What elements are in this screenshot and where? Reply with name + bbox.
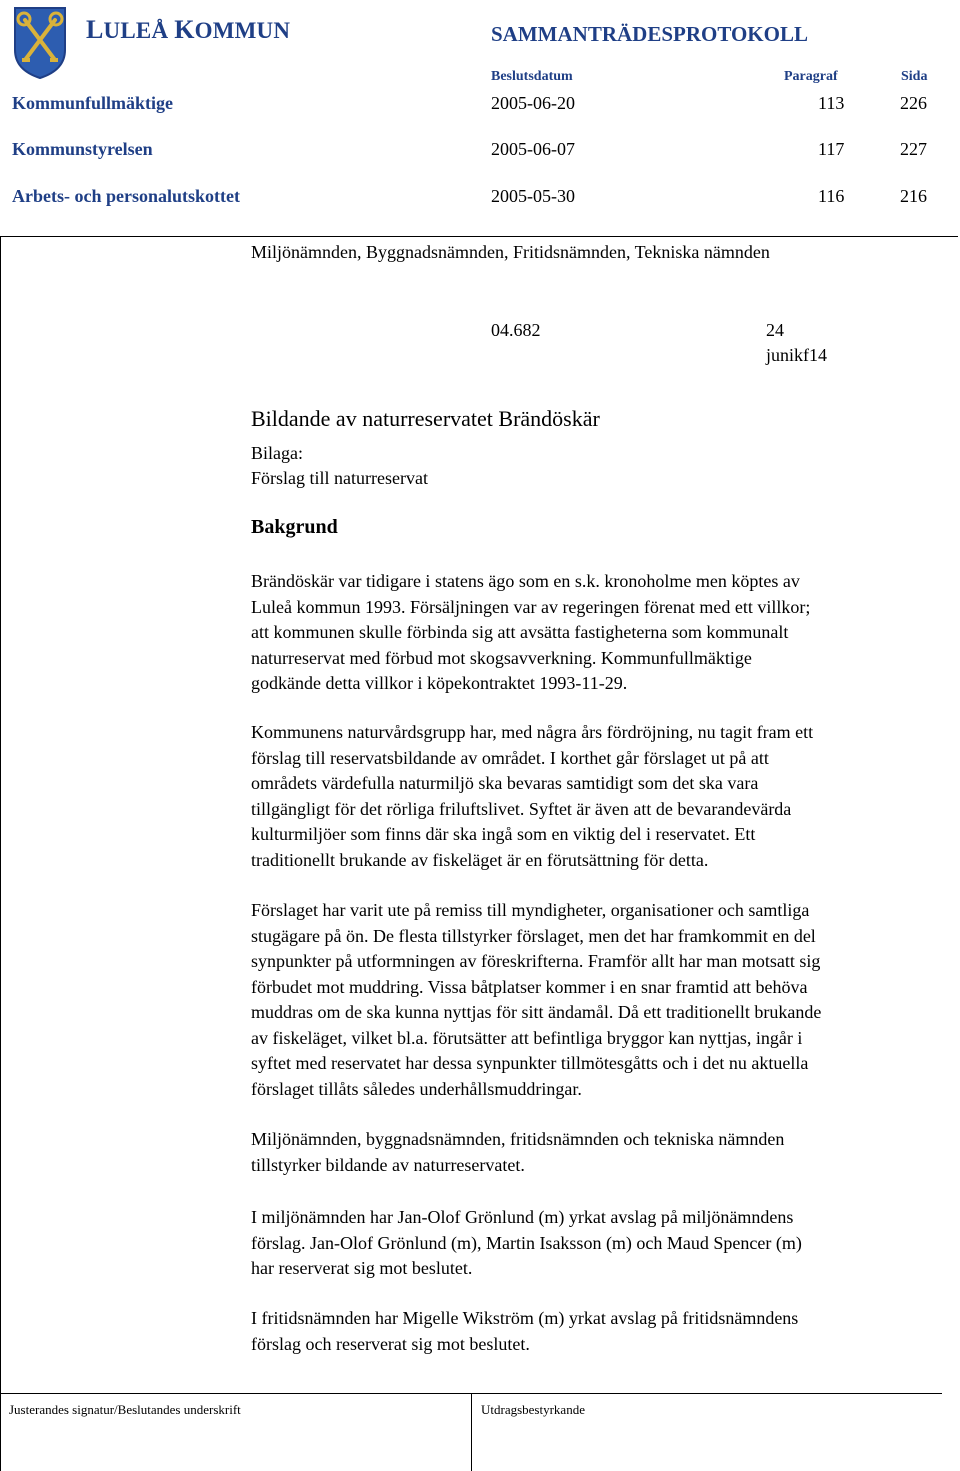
paragraph-line: Miljönämnden, byggnadsnämnden, fritidsnämnden och tekniska nämnden: [251, 1129, 785, 1149]
organization-name: LULEÅ KOMMUN: [86, 15, 291, 44]
reference-code: junikf14: [766, 345, 827, 365]
attachment-name: Förslag till naturreservat: [251, 468, 428, 488]
paragraph-line: förslag. Jan-Olof Grönlund (m), Martin Isaksson (m) och Maud Spencer (m): [251, 1232, 802, 1253]
row-page: 226: [900, 93, 927, 113]
row-date: 2005-06-20: [491, 93, 575, 113]
paragraph-endorsement: [251, 1127, 951, 1178]
paragraph-line: förslaget tillåts således underhållsmuddringar.: [251, 1078, 582, 1099]
document-type: SAMMANTRÄDESPROTOKOLL: [491, 22, 808, 46]
recipients: Miljönämnden, Byggnadsnämnden, Fritidsnämnden, Tekniska nämnden: [251, 242, 770, 262]
paragraph-line: av fiskeläget, vilket bl.a. förutsätter att befintliga bryggor kan nyttjas, ingår i: [251, 1027, 803, 1048]
row-body-name: Arbets- och personalutskottet: [12, 186, 240, 206]
paragraph-environment-reservation: [251, 1205, 951, 1282]
paragraph-line: muddras om de ska kunna nyttjas för sitt ändamål. Då ett traditionellt brukande: [251, 1002, 822, 1022]
row-page: 227: [900, 139, 927, 159]
column-header-paragraph: Paragraf: [784, 69, 838, 84]
paragraph-line: förslag till reservatsbildande av området. I korthet går förslaget ut på att: [251, 747, 769, 768]
footer-column-divider: [471, 1393, 472, 1471]
page-title: Bildande av naturreservatet Brändöskär: [251, 406, 600, 431]
coat-of-arms-logo: [12, 6, 68, 80]
left-border: [0, 236, 1, 1471]
paragraph-line: tillgängligt för det rörliga friluftslivet. Syftet är även att de bevarandevärda: [251, 798, 792, 819]
column-header-date: Beslutsdatum: [491, 69, 573, 84]
signature-label: Justerandes signatur/Beslutandes underskrift: [9, 1402, 241, 1417]
paragraph-line: naturreservat med förbud mot skogsavverkning. Kommunfullmäktige: [251, 647, 752, 668]
certification-label: Utdragsbestyrkande: [481, 1402, 585, 1417]
attachment-label: Bilaga:: [251, 443, 303, 463]
reference-number: 24: [766, 320, 784, 340]
column-header-page: Sida: [901, 69, 928, 84]
paragraph-line: Förslaget har varit ute på remiss till myndigheter, organisationer och samtliga: [251, 900, 810, 920]
row-paragraph: 113: [818, 93, 845, 113]
paragraph-background: [251, 569, 951, 697]
row-body-name: Kommunstyrelsen: [12, 139, 153, 159]
paragraph-consultation: [251, 898, 951, 1102]
paragraph-line: stugägare på ön. De flesta tillstyrker förslaget, men det har framkommit en del: [251, 925, 816, 946]
paragraph-line: traditionellt brukande av fiskeläget är en förutsättning för detta.: [251, 849, 709, 870]
row-page: 216: [900, 186, 927, 206]
paragraph-line: I fritidsnämnden har Migelle Wikström (m) yrkat avslag på fritidsnämndens: [251, 1308, 799, 1328]
paragraph-line: förslag och reserverat sig mot beslutet.: [251, 1333, 530, 1354]
paragraph-line: syftet med reservatet har dessa synpunkter tillmötesgåtts och i det nu aktuella: [251, 1053, 809, 1073]
paragraph-line: Brändöskär var tidigare i statens ägo som en s.k. kronoholme men köptes av: [251, 571, 800, 591]
top-divider: [0, 236, 958, 237]
row-paragraph: 117: [818, 139, 845, 159]
paragraph-line: har reserverat sig mot beslutet.: [251, 1258, 473, 1278]
row-date: 2005-06-07: [491, 139, 575, 159]
paragraph-line: att kommunen skulle förbinda sig att avsätta fastigheterna som kommunalt: [251, 622, 789, 642]
diary-number: 04.682: [491, 320, 541, 340]
row-body-name: Kommunfullmäktige: [12, 93, 174, 113]
paragraph-line: I miljönämnden har Jan-Olof Grönlund (m) yrkat avslag på miljönämndens: [251, 1207, 794, 1227]
paragraph-line: synpunkter på utformningen av föreskrifterna. Framför allt har man motsatt sig: [251, 951, 821, 971]
paragraph-line: godkände detta villkor i köpekontraktet 1993-11-29.: [251, 673, 628, 693]
paragraph-line: tillstyrker bildande av naturreservatet.: [251, 1154, 525, 1175]
row-date: 2005-05-30: [491, 186, 575, 206]
paragraph-line: förbudet mot muddring. Vissa båtplatser kommer i en snar framtid att behöva: [251, 976, 808, 997]
section-heading: Bakgrund: [251, 516, 338, 538]
paragraph-line: Luleå kommun 1993. Försäljningen var av regeringen förenat med ett villkor;: [251, 596, 811, 617]
paragraph-line: områdets värdefulla naturmiljö ska bevaras samtidigt som det ska vara: [251, 773, 759, 793]
paragraph-line: Kommunens naturvårdsgrupp har, med några års fördröjning, nu tagit fram ett: [251, 722, 814, 742]
paragraph-proposal: [251, 720, 951, 873]
paragraph-line: kulturmiljöer som finns där ska ingå som en viktig del i reservatet. Ett: [251, 824, 756, 844]
paragraph-leisure-reservation: [251, 1306, 951, 1357]
row-paragraph: 116: [818, 186, 845, 206]
